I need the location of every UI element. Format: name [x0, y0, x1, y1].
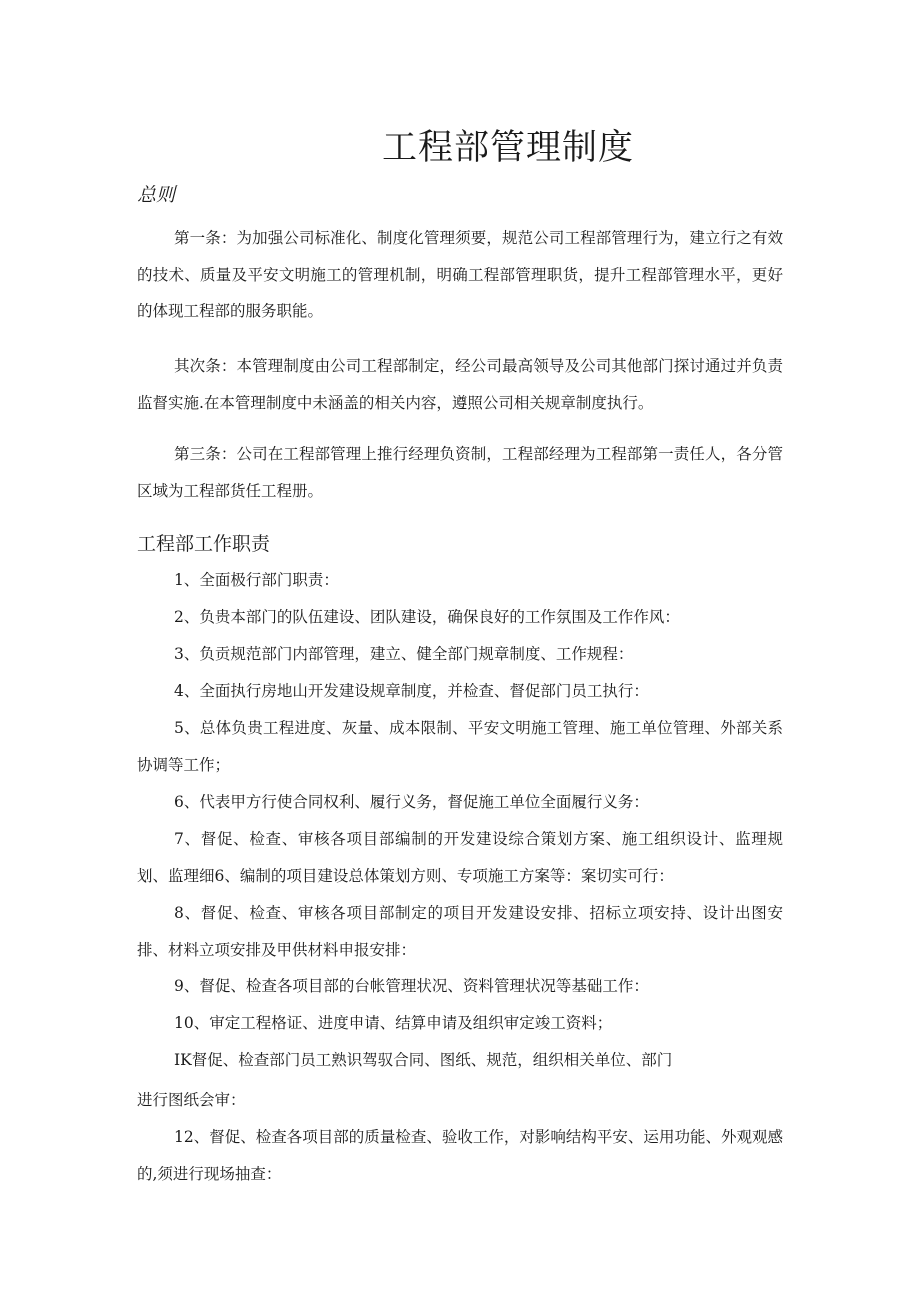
article-1: 第一条：为加强公司标准化、制度化管理须要，规范公司工程部管理行为，建立行之有效的技术、质量及平安文明施工的管理机制，明确工程部管理职货，提升工程部管理水平，更好的体现工程部的服务职能。	[137, 229, 783, 320]
duty-item: 8、督促、检查、审核各项目部制定的项目开发建设安排、招标立项安持、设计出图安排、材料立项安排及甲供材料申报安排：	[137, 904, 783, 959]
section-heading-duties: 工程部工作职责	[137, 533, 271, 555]
duty-item: 10、审定工程格证、进度申请、结算申请及组织审定竣工资料；	[174, 1014, 613, 1032]
duty-item: 5、总体负贵工程进度、灰量、成本限制、平安文明施工管理、施工单位管理、外部关系协调等工作；	[137, 719, 783, 774]
article-2: 其次条：本管理制度由公司工程部制定，经公司最高领导及公司其他部门探讨通过并负责监督实施.在本管理制度中未涵盖的相关内容，遵照公司相关规章制度执行。	[137, 357, 783, 412]
duty-item: 7、督促、检查、审核各项目部编制的开发建设综合策划方案、施工组织设计、监理规划、监理细6、编制的项目建设总体策划方则、专项施工方案等：案切实可行：	[137, 830, 783, 885]
duty-item: 2、负贵本部门的队伍建设、团队建设，确保良好的工作氛围及工作作风：	[174, 608, 680, 626]
duty-item: 9、督促、检查各项目部的台帐管理状况、资料管理状况等基础工作：	[174, 977, 649, 995]
duty-item: IK督促、检查部门员工熟识驾驭合同、图纸、规范，组织相关单位、部门	[174, 1051, 673, 1069]
section-heading-general: 总则	[137, 184, 176, 206]
page-title: 工程部管理制度	[381, 128, 634, 168]
duty-item: 12、督促、检查各项目部的质量检查、验收工作，对影响结构平安、运用功能、外观观感的,须进行现场抽查：	[137, 1128, 783, 1183]
article-3: 第三条：公司在工程部管理上推行经理负资制，工程部经理为工程部第一责任人，各分管区域为工程部货任工程册。	[137, 445, 783, 500]
duty-item: 4、全面执行房地山开发建设规章制度，并检查、督促部门员工执行：	[174, 682, 649, 700]
duty-item: 6、代表甲方行使合同权利、履行义务，督促施工单位全面履行义务：	[174, 793, 649, 811]
duty-item: 1、全面极行部门职责：	[174, 571, 339, 589]
duty-item-continuation: 进行图纸会审：	[137, 1091, 246, 1109]
duty-item: 3、负贡规范部门内部管理，建立、健全部门规章制度、工作规程：	[174, 645, 634, 663]
